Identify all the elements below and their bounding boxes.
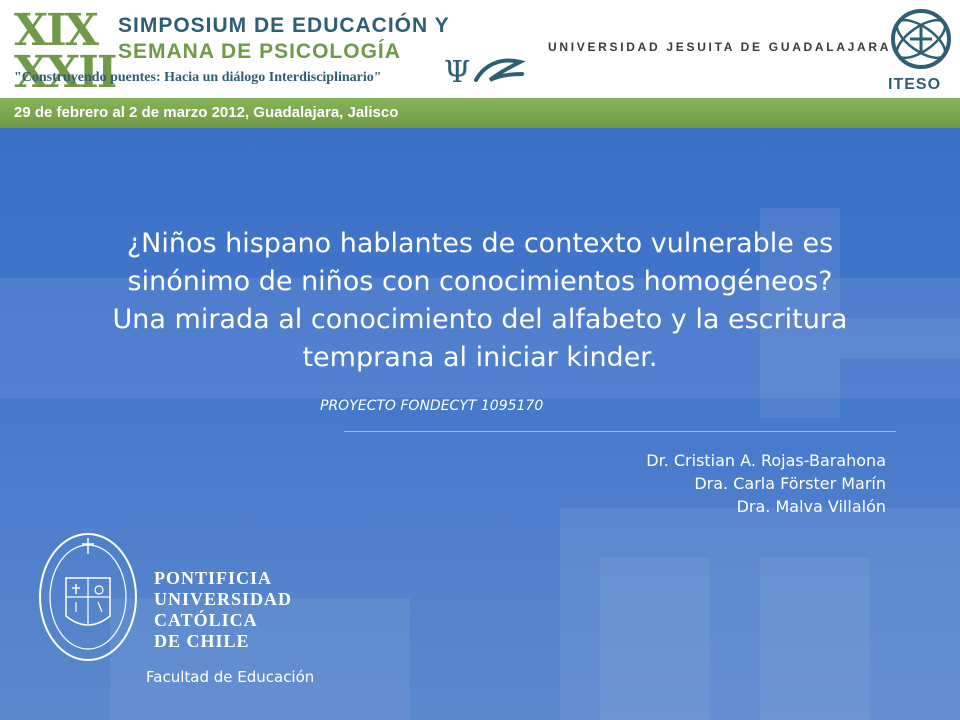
building-window-2 xyxy=(760,558,870,720)
iteso-label: ITESO xyxy=(888,76,942,93)
university-name: UNIVERSIDAD JESUITA DE GUADALAJARA xyxy=(548,40,892,54)
event-subtitle: "Construyendo puentes: Hacia un diálogo Interdisciplinario" xyxy=(14,70,382,85)
author-name: Dra. Malva Villalón xyxy=(736,497,886,516)
event-title-line-2: SEMANA DE PSICOLOGÍA xyxy=(118,40,401,63)
svg-text:Ψ: Ψ xyxy=(444,55,471,90)
puc-name-line: PONTIFICIA xyxy=(154,568,273,588)
divider-line xyxy=(344,431,896,432)
puc-name-line: CATÓLICA xyxy=(154,610,258,630)
author-list xyxy=(646,449,886,518)
event-header xyxy=(0,0,960,98)
puc-name-line: UNIVERSIDAD xyxy=(154,589,293,609)
edition-roman-2: XXII xyxy=(14,47,116,98)
puc-name xyxy=(154,568,292,652)
title-line: temprana al iniciar kinder. xyxy=(302,342,658,373)
background-photo xyxy=(0,128,960,720)
project-label: PROYECTO FONDECYT 1095170 xyxy=(320,398,544,414)
faculty-label: Facultad de Educación xyxy=(146,668,315,686)
author-name: Dr. Cristian A. Rojas-Barahona xyxy=(646,451,886,470)
edition-roman-1: XIX xyxy=(14,5,97,56)
psychology-logo-icon xyxy=(442,50,528,90)
iteso-globe-icon xyxy=(890,8,952,70)
title-line: sinónimo de niños con conocimientos homogéneos? xyxy=(127,266,833,297)
event-date: 29 de febrero al 2 de marzo 2012, Guadalajara, Jalisco xyxy=(14,104,399,121)
slide-title xyxy=(20,225,940,377)
author-name: Dra. Carla Förster Marín xyxy=(694,474,886,493)
building-window-1 xyxy=(600,558,710,720)
event-title-line-1: SIMPOSIUM DE EDUCACIÓN Y xyxy=(118,14,450,37)
puc-seal-icon xyxy=(36,530,140,664)
puc-name-line: DE CHILE xyxy=(154,631,250,651)
title-line: ¿Niños hispano hablantes de contexto vulnerable es xyxy=(126,228,834,259)
title-line: Una mirada al conocimiento del alfabeto y la escritura xyxy=(112,304,848,335)
